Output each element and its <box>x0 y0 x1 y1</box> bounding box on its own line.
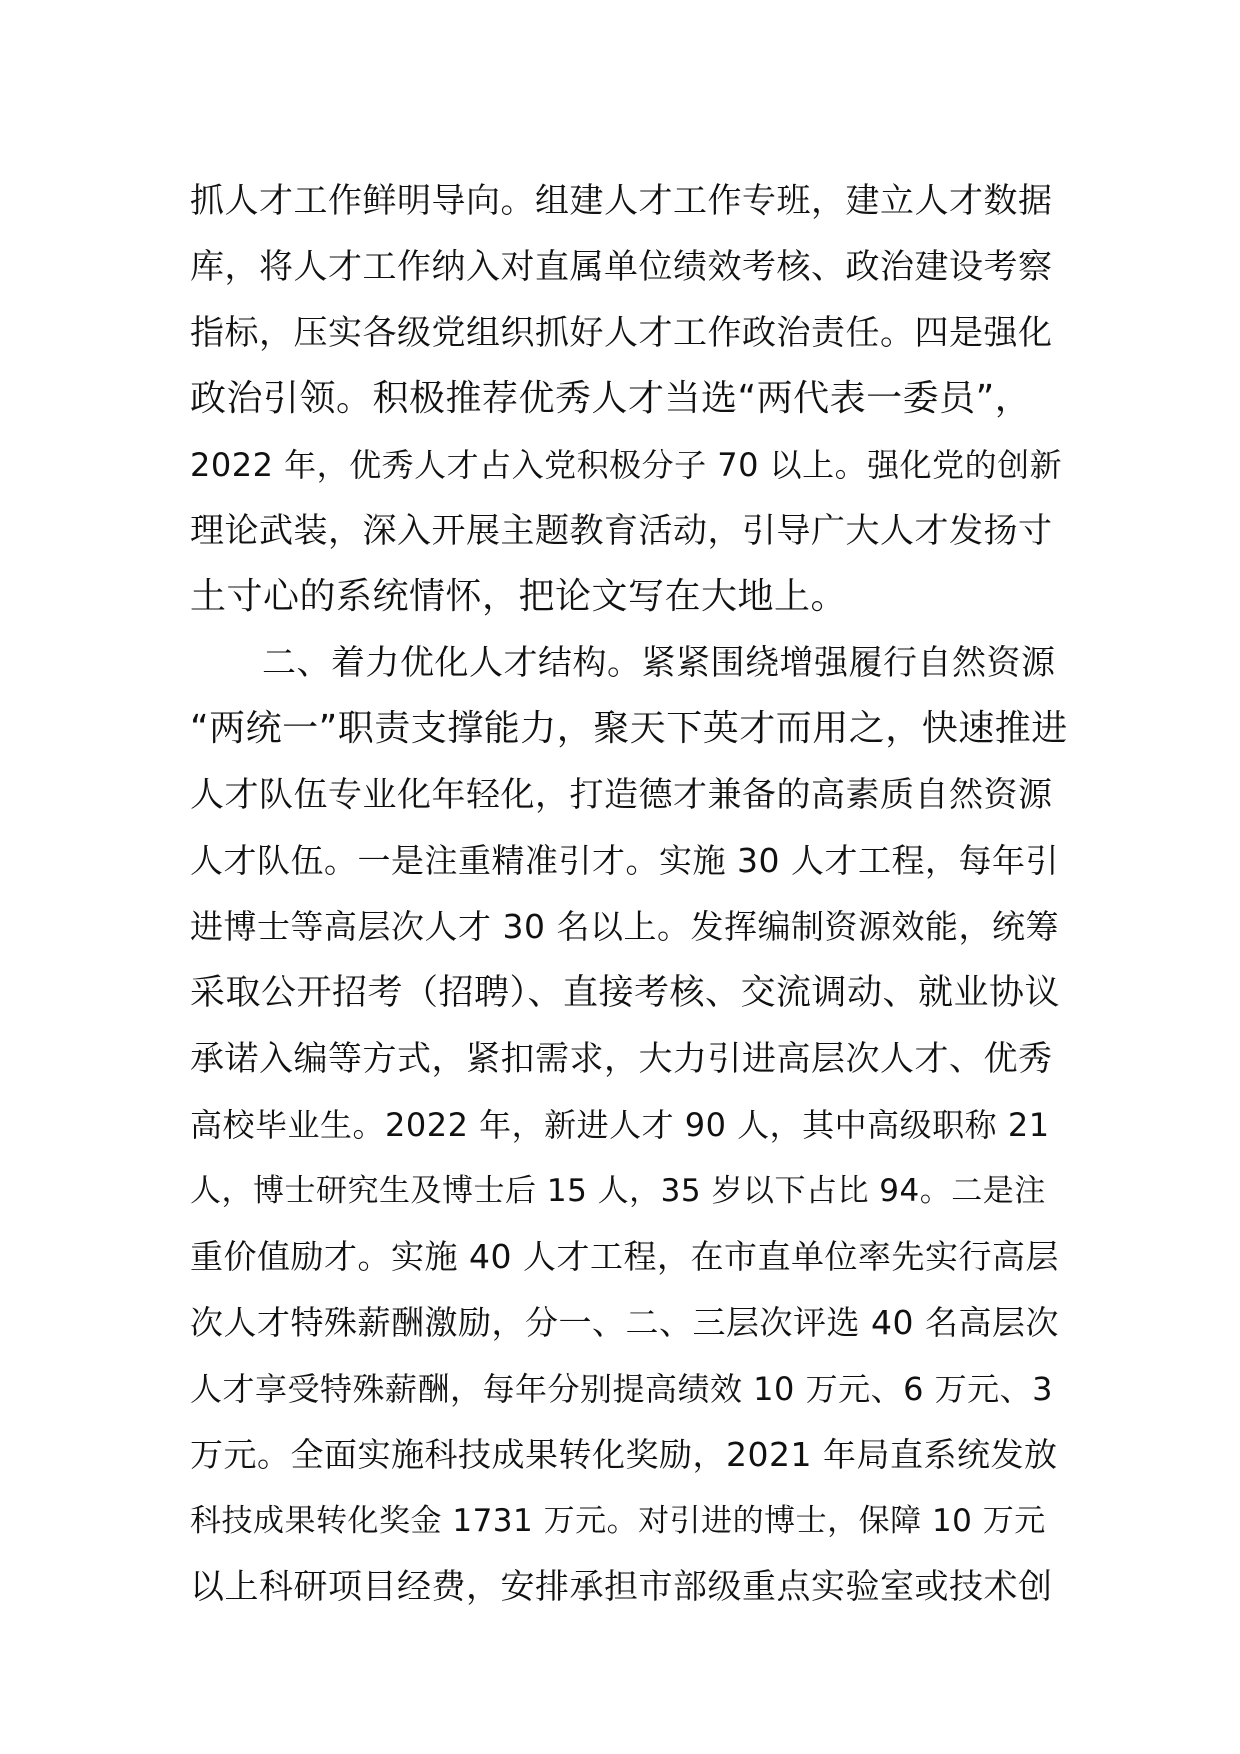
text-line: 万元。全面实施科技成果转化奖励，2021 年局直系统发放 <box>190 1435 1058 1474</box>
text-line: 次人才特殊薪酬激励，分一、二、三层次评选 40 名高层次 <box>190 1303 1059 1342</box>
text-line: 2022 年，优秀人才占入党积极分子 70 以上。强化党的创新 <box>190 446 1063 484</box>
text-line: “两统一”职责支撑能力，聚天下英才而用之，快速推进 <box>190 708 1068 749</box>
text-line: 以上科研项目经费，安排承担市部级重点实验室或技术创 <box>190 1567 1053 1607</box>
text-line: 人才队伍。一是注重精准引才。实施 30 人才工程，每年引 <box>190 841 1059 880</box>
text-line: 人，博士研究生及博士后 15 人，35 岁以下占比 94。二是注 <box>190 1173 1046 1209</box>
text-line: 采取公开招考（招聘）、直接考核、交流调动、就业协议 <box>190 973 1061 1013</box>
text-line: 土寸心的系统情怀，把论文写在大地上。 <box>190 576 848 617</box>
text-line: 人才队伍专业化年轻化，打造德才兼备的高素质自然资源 <box>190 775 1053 815</box>
paragraph-start-line: 二、着力优化人才结构。紧紧围绕增强履行自然资源 <box>262 643 1056 683</box>
text-line: 重价值励才。实施 40 人才工程，在市直单位率先实行高层 <box>190 1237 1059 1276</box>
text-line: 科技成果转化奖金 1731 万元。对引进的博士，保障 10 万元 <box>190 1503 1046 1539</box>
text-line: 高校毕业生。2022 年，新进人才 90 人，其中高级职称 21 <box>190 1106 1050 1144</box>
text-line: 进博士等高层次人才 30 名以上。发挥编制资源效能，统筹 <box>190 907 1059 946</box>
text-line: 库，将人才工作纳入对直属单位绩效考核、政治建设考察 <box>190 247 1053 287</box>
text-line: 指标，压实各级党组织抓好人才工作政治责任。四是强化 <box>190 313 1053 353</box>
text-line: 政治引领。积极推荐优秀人才当选“两代表一委员”， <box>190 378 1032 419</box>
text-line: 人才享受特殊薪酬，每年分别提高绩效 10 万元、6 万元、3 <box>190 1370 1053 1408</box>
text-line: 承诺入编等方式，紧扣需求，大力引进高层次人才、优秀 <box>190 1039 1053 1079</box>
text-line: 抓人才工作鲜明导向。组建人才工作专班，建立人才数据 <box>190 181 1053 221</box>
text-line: 理论武装，深入开展主题教育活动，引导广大人才发扬寸 <box>190 511 1053 551</box>
